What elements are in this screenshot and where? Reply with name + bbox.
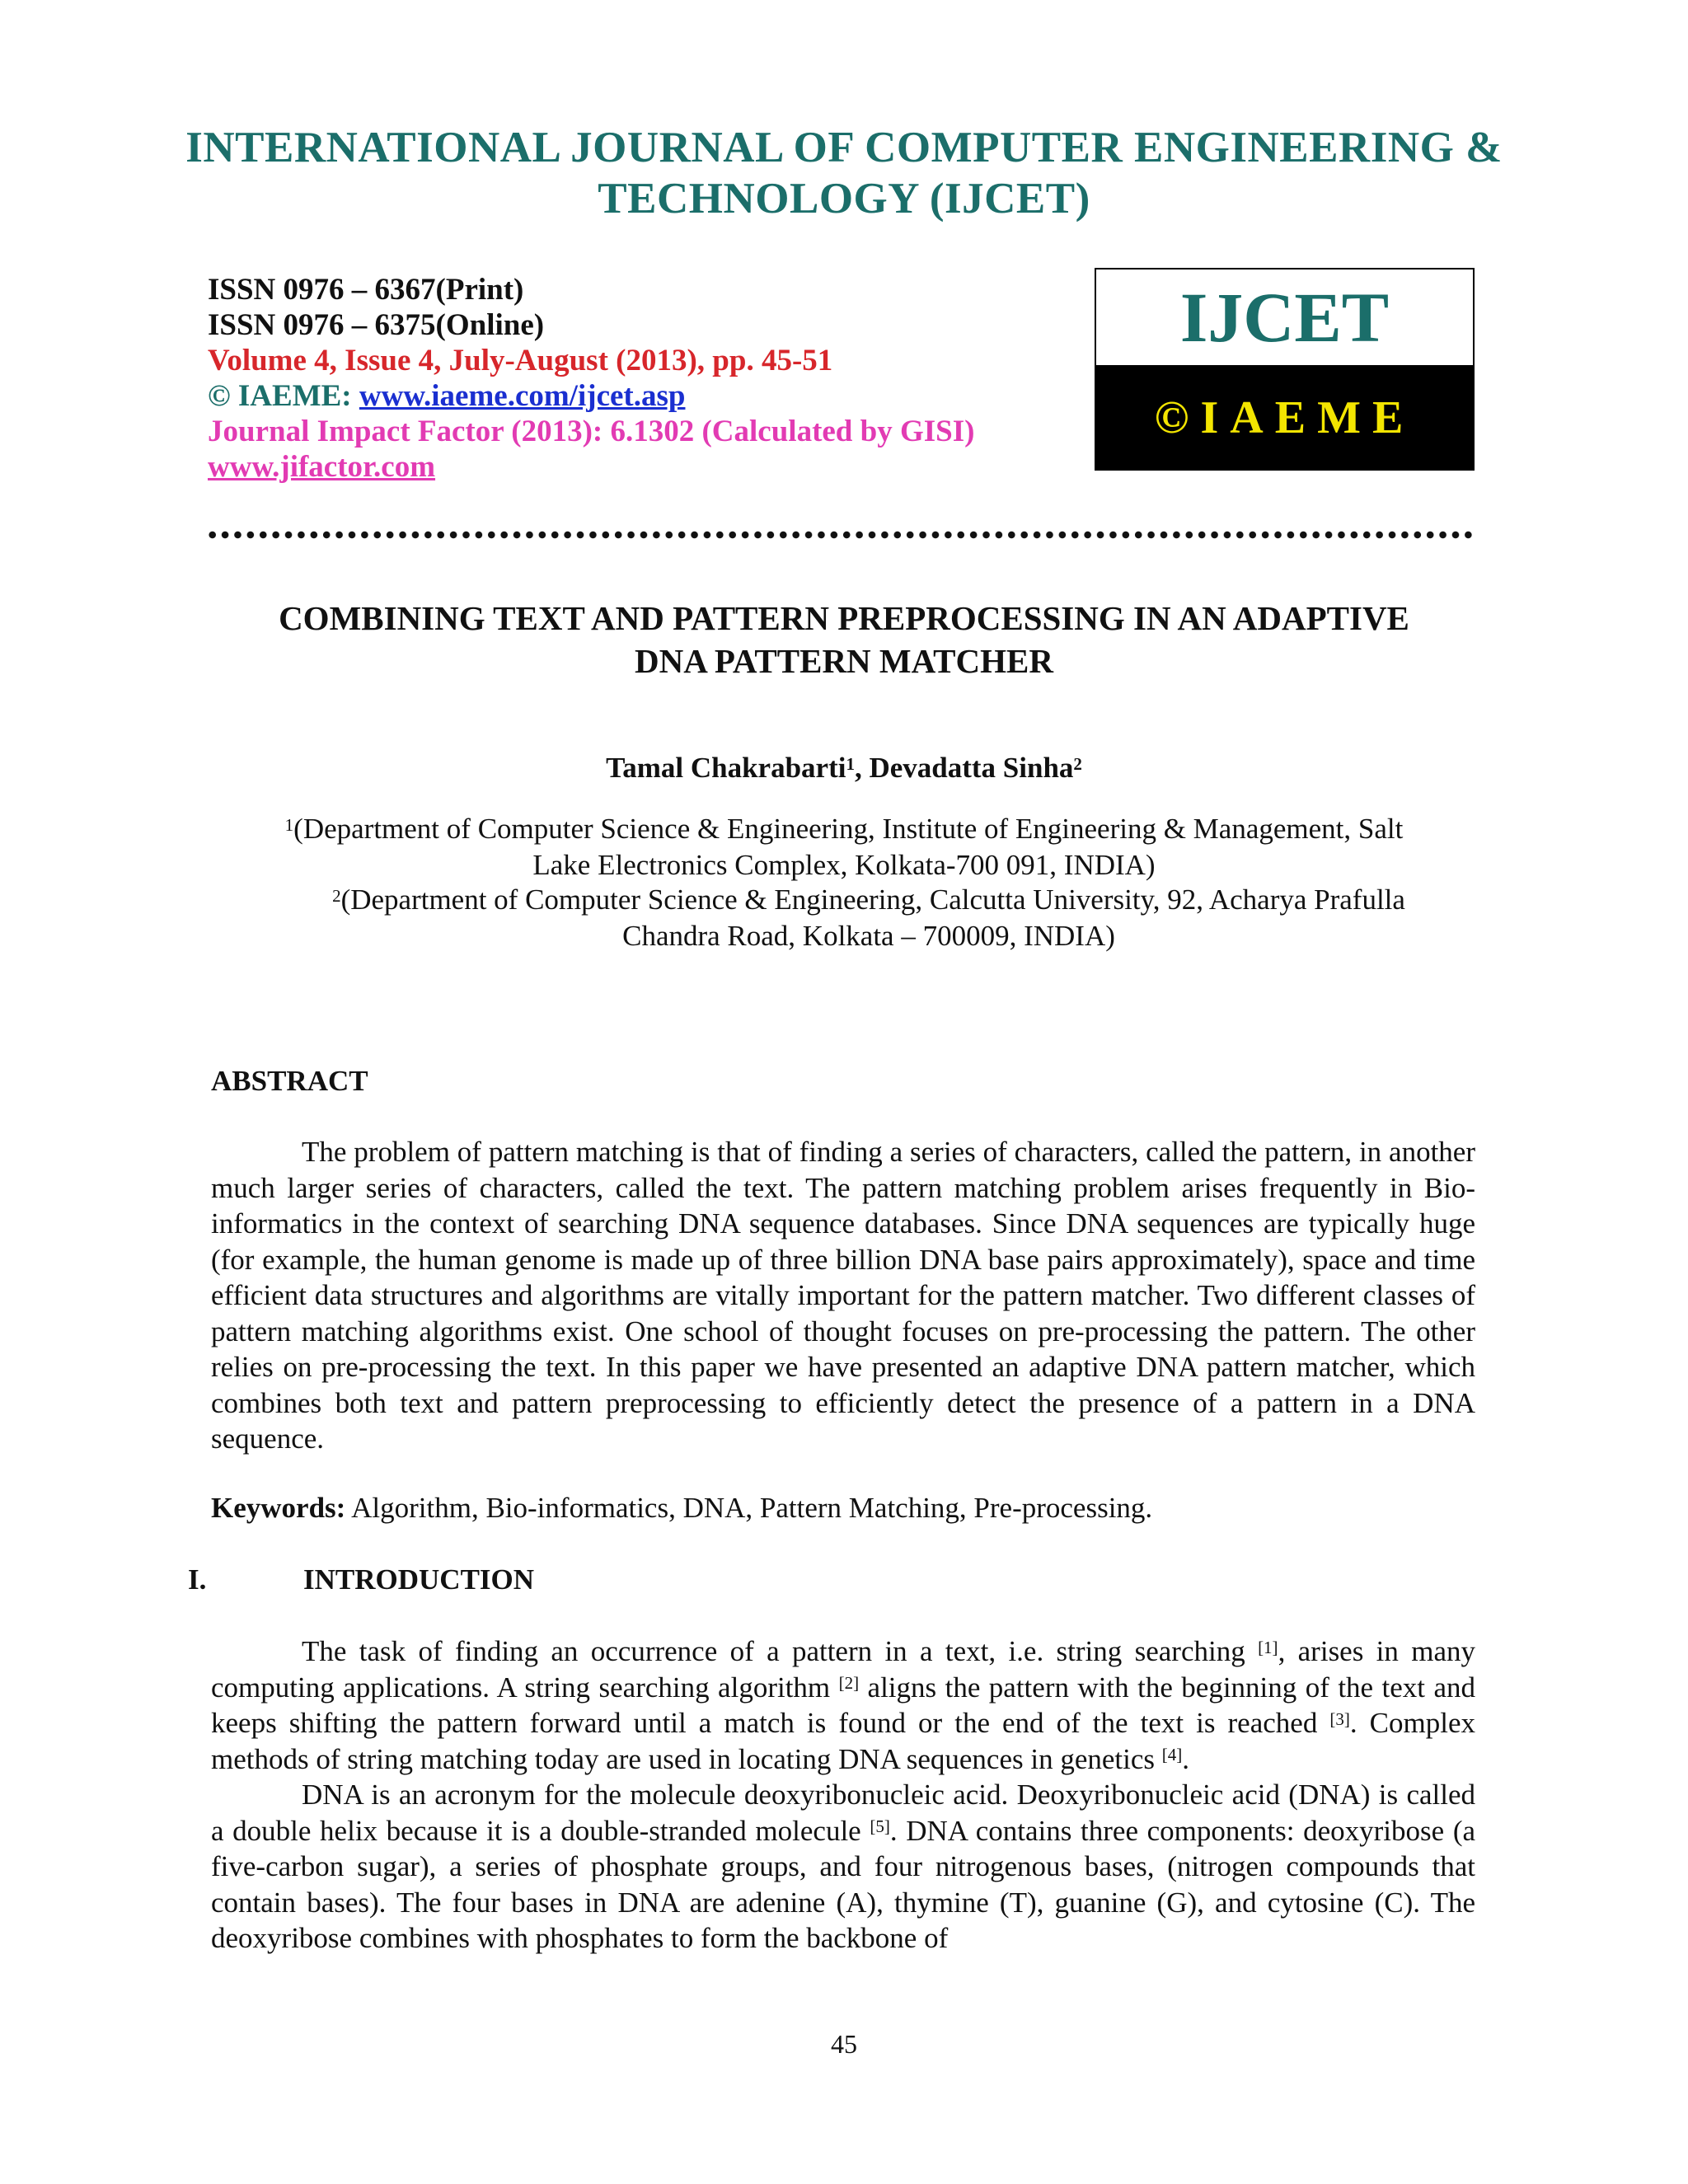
keywords-text: Algorithm, Bio-informatics, DNA, Pattern Matching, Pre-processing. xyxy=(345,1492,1153,1524)
impact-factor: Journal Impact Factor (2013): 6.1302 (Calculated by GISI) xyxy=(208,415,975,448)
citation-3: [3] xyxy=(1329,1708,1350,1729)
affiliation-2-line1: $^2$(Department of Computer Science & Engineering, Calcutta University, 92, Acharya Prafulla xyxy=(332,883,1405,916)
issn-print: ISSN 0976 – 6367(Print) xyxy=(208,273,524,307)
intro-paragraph-1: The task of finding an occurrence of a pattern in a text, i.e. string searching [1], arises in many computing applications. A string searching algorithm [2] aligns the pattern with the beginning of the text and keeps shifting the pattern forward until a match is found or the end of the text is reached [3]. Complex methods of string matching today are used in locating DNA sequences in genetics [4]. xyxy=(211,1635,1475,1775)
affiliation-2-sup: 2 xyxy=(332,885,341,906)
affiliation-1-line2: Lake Electronics Complex, Kolkata-700 091, INDIA) xyxy=(532,849,1156,881)
citation-2: [2] xyxy=(838,1673,860,1694)
journal-logo xyxy=(1095,268,1475,471)
iaeme-line xyxy=(208,378,974,414)
iaeme-link[interactable]: www.iaeme.com/ijcet.asp xyxy=(359,379,686,413)
intro-paragraph-2: DNA is an acronym for the molecule deoxyribonucleic acid. Deoxyribonucleic acid (DNA) is called a double helix because it is a double-stranded molecule [5]. DNA contains three components: deoxyribose (a five-carbon sugar), a series of phosphate groups, and four nitrogenous bases, (nitrogen compounds that contain bases). The four bases in DNA are adenine (A), thymine (T), guanine (G), and cytosine (C). The deoxyribose combines with phosphates to form the backbone of xyxy=(211,1779,1476,1954)
page-number: 45 xyxy=(831,2029,857,2059)
authors xyxy=(165,750,1523,786)
affiliation-2-line2: Chandra Road, Kolkata – 700009, INDIA) xyxy=(622,920,1115,952)
citation-5: [5] xyxy=(870,1816,890,1837)
keywords xyxy=(211,1490,1475,1526)
issn-online: ISSN 0976 – 6375(Online) xyxy=(208,308,545,342)
logo-ijcet: IJCET xyxy=(1096,269,1473,365)
volume-info: Volume 4, Issue 4, July-August (2013), pp. 45-51 xyxy=(208,344,833,377)
abstract-heading: ABSTRACT xyxy=(211,1065,368,1097)
paper-title xyxy=(165,597,1523,682)
intro-heading: INTRODUCTION xyxy=(303,1563,535,1596)
affiliation-2 xyxy=(165,882,1523,954)
affiliation-1 xyxy=(165,811,1523,883)
author-separator: , xyxy=(854,752,870,784)
affiliation-1-sup: 1 xyxy=(284,814,294,835)
keywords-label: Keywords: xyxy=(211,1492,346,1524)
author-2-sup: 2 xyxy=(1073,753,1082,774)
paper-title-line2: DNA PATTERN MATCHER xyxy=(635,642,1053,680)
affiliation-1-line1: $^1$(Department of Computer Science & Engineering, Institute of Engineering & Management, Salt xyxy=(284,813,1404,845)
intro-number: I. xyxy=(188,1563,207,1596)
iaeme-prefix: © IAEME: xyxy=(208,379,359,413)
jifactor-link[interactable]: www.jifactor.com xyxy=(208,450,436,484)
author-2: Devadatta Sinha xyxy=(869,752,1074,784)
journal-title-line2: TECHNOLOGY (IJCET) xyxy=(598,175,1090,223)
journal-title xyxy=(115,122,1573,224)
author-1: Tamal Chakrabarti xyxy=(606,752,846,784)
author-1-sup: 1 xyxy=(846,753,855,774)
abstract-text: The problem of pattern matching is that of finding a series of characters, called the pattern, in another much larger series of characters, called the text. The pattern matching problem arises frequently in Bio-informatics in the context of searching DNA sequence databases. Since DNA sequences are typically huge (for example, the human genome is made up of three billion DNA base pairs approximately), space and time efficient data structures and algorithms are vitally important for the pattern matcher. Two different classes of pattern matching algorithms exist. One school of thought focuses on pre-processing the pattern. The other relies on pre-processing the text. In this paper we have presented an adaptive DNA pattern matcher, which combines both text and pattern preprocessing to efficiently detect the presence of a pattern in a DNA sequence. xyxy=(211,1136,1475,1455)
issn-block xyxy=(208,272,974,485)
citation-4: [4] xyxy=(1161,1745,1183,1765)
journal-title-line1: INTERNATIONAL JOURNAL OF COMPUTER ENGINEERING & xyxy=(185,124,1503,171)
logo-iaeme: ©IAEME xyxy=(1096,365,1473,471)
paper-title-line1: COMBINING TEXT AND PATTERN PREPROCESSING IN AN ADAPTIVE xyxy=(279,599,1409,637)
citation-1: [1] xyxy=(1258,1637,1278,1657)
dotted-divider xyxy=(206,531,1477,539)
